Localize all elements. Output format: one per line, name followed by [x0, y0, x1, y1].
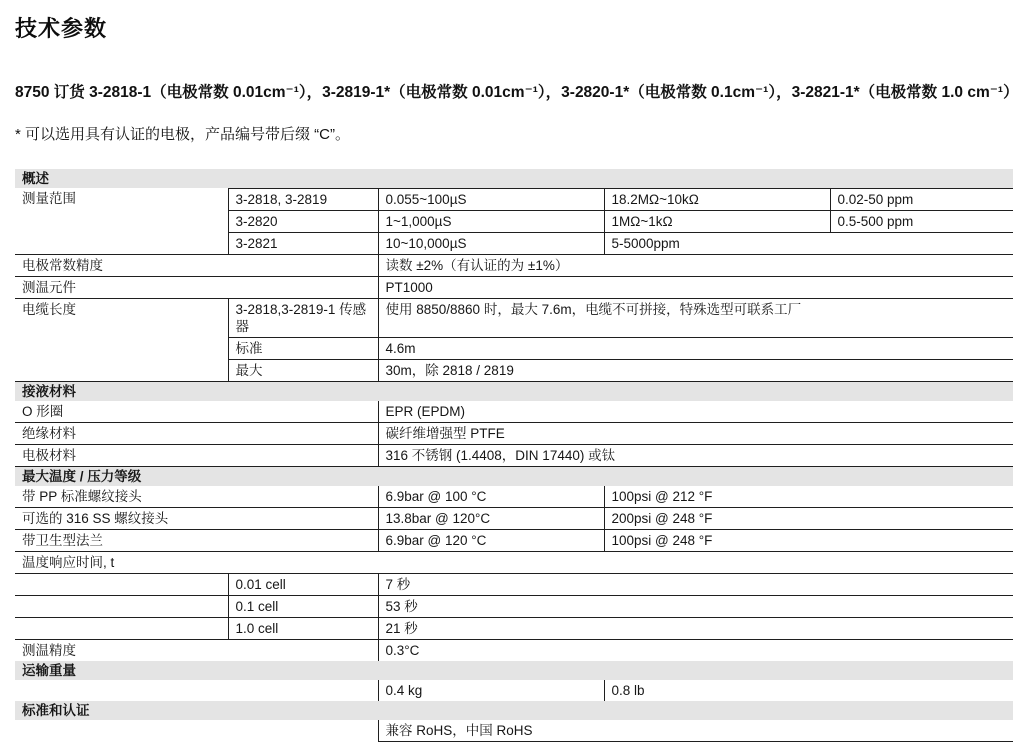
cell-value-ppm: 0.5-500 ppm [830, 210, 1013, 232]
table-row [15, 486, 1013, 508]
cell-model: 3-2818, 3-2819 [228, 188, 378, 210]
cell-label: 电极材料 [15, 444, 378, 466]
table-row [15, 529, 1013, 551]
table-row [15, 551, 1013, 573]
cell-label-cable-length: 电缆长度 [15, 298, 228, 381]
section-row-max-temp-pressure [15, 466, 1013, 486]
cell-value: 4.6m [378, 337, 1013, 359]
cell-value: 21 秒 [378, 617, 1013, 639]
section-row-wetted-materials [15, 381, 1013, 401]
cell-label: 带 PP 标准螺纹接头 [15, 486, 378, 508]
table-row [15, 298, 1013, 337]
cell-value-us: 1~1,000µS [378, 210, 604, 232]
cell-value-temp-accuracy: 0.3°C [378, 639, 1013, 661]
cell-value: EPR (EPDM) [378, 401, 1013, 423]
cell-sublabel: 1.0 cell [228, 617, 378, 639]
page-title: 技术参数 [15, 16, 108, 41]
section-header-standards: 标准和认证 [15, 701, 1013, 720]
cell-value: 碳纤维增强型 PTFE [378, 422, 1013, 444]
empty-cell [15, 617, 228, 639]
cell-label-temp-element: 测温元件 [15, 276, 378, 298]
cell-label: O 形圈 [15, 401, 378, 423]
cell-model: 3-2820 [228, 210, 378, 232]
cell-value: 316 不锈钢 (1.4408，DIN 17440) 或钛 [378, 444, 1013, 466]
cell-value-kg: 0.4 kg [378, 680, 604, 701]
cell-label: 可选的 316 SS 螺纹接头 [15, 507, 378, 529]
cell-value-ppm: 0.02-50 ppm [830, 188, 1013, 210]
cell-model: 3-2821 [228, 232, 378, 254]
section-header-wetted-materials: 接液材料 [15, 381, 1013, 401]
empty-cell [15, 573, 228, 595]
cell-value-ohm-ppm: 5-5000ppm [604, 232, 1013, 254]
cell-sublabel: 0.1 cell [228, 595, 378, 617]
section-header-shipping-weight: 运输重量 [15, 661, 1013, 680]
table-row [15, 680, 1013, 701]
table-row [15, 573, 1013, 595]
cell-value: 30m，除 2818 / 2819 [378, 359, 1013, 381]
cell-label-temp-accuracy: 测温精度 [22, 642, 76, 658]
spec-table [15, 169, 1013, 742]
table-row [15, 254, 1013, 276]
table-row [15, 422, 1013, 444]
table-row [15, 276, 1013, 298]
cell-value-temp-element: PT1000 [378, 276, 1013, 298]
cell-label-measuring-range: 测量范围 [15, 188, 228, 254]
section-header-overview: 概述 [15, 169, 1013, 189]
cell-label: 绝缘材料 [15, 422, 378, 444]
cell-value-ohm: 1MΩ~1kΩ [604, 210, 830, 232]
cell-label-temp-response: 温度响应时间, t [15, 551, 1013, 573]
cell-label-accuracy: 电极常数精度 [15, 254, 378, 276]
cell-value-psi: 200psi @ 248 °F [604, 507, 1013, 529]
cell-value-accuracy: 读数 ±2%（有认证的为 ±1%） [378, 254, 1013, 276]
cell-sublabel: 3-2818,3-2819-1 传感器 [228, 298, 378, 337]
section-row-overview [15, 169, 1013, 189]
cell-value-psi: 100psi @ 248 °F [604, 529, 1013, 551]
cell-value-lb: 0.8 lb [604, 680, 1013, 701]
cell-value-us: 10~10,000µS [378, 232, 604, 254]
cell-value-bar: 13.8bar @ 120°C [378, 507, 604, 529]
cell-value-ohm: 18.2MΩ~10kΩ [604, 188, 830, 210]
table-row [15, 507, 1013, 529]
cell-value: 53 秒 [378, 595, 1013, 617]
section-header-max-temp-pressure: 最大温度 / 压力等级 [15, 466, 1013, 486]
cell-value-us: 0.055~100µS [378, 188, 604, 210]
table-row [15, 639, 1013, 661]
section-row-shipping-weight [15, 661, 1013, 680]
cell-value: 7 秒 [378, 573, 1013, 595]
table-row [15, 595, 1013, 617]
table-row [15, 401, 1013, 423]
cell-sublabel: 最大 [228, 359, 378, 381]
table-row [15, 188, 1013, 210]
cell-sublabel: 0.01 cell [228, 573, 378, 595]
ordering-info-text: 8750 订货 3-2818-1（电极常数 0.01cm⁻¹），3-2819-1*（电极常数 0.01cm⁻¹），3-2820-1*（电极常数 0.1cm⁻¹），3-2821-1*（电极常数 1.0 cm⁻¹） [15, 84, 1019, 101]
cell-sublabel: 标准 [228, 337, 378, 359]
cell-label: 带卫生型法兰 [15, 529, 378, 551]
footnote-text: * 可以选用具有认证的电极，产品编号带后缀 “C”。 [15, 125, 350, 143]
table-row [15, 720, 1013, 742]
cell-value: 使用 8850/8860 时，最大 7.6m，电缆不可拼接，特殊选型可联系工厂 [378, 298, 1013, 337]
table-row [15, 617, 1013, 639]
empty-cell [15, 680, 378, 701]
cell-value-psi: 100psi @ 212 °F [604, 486, 1013, 508]
empty-cell [15, 720, 378, 742]
cell-value-bar: 6.9bar @ 100 °C [378, 486, 604, 508]
empty-cell [15, 595, 228, 617]
table-row [15, 444, 1013, 466]
cell-value-bar: 6.9bar @ 120 °C [378, 529, 604, 551]
section-row-standards [15, 701, 1013, 720]
cell-value-standards: 兼容 RoHS，中国 RoHS [378, 720, 1013, 742]
